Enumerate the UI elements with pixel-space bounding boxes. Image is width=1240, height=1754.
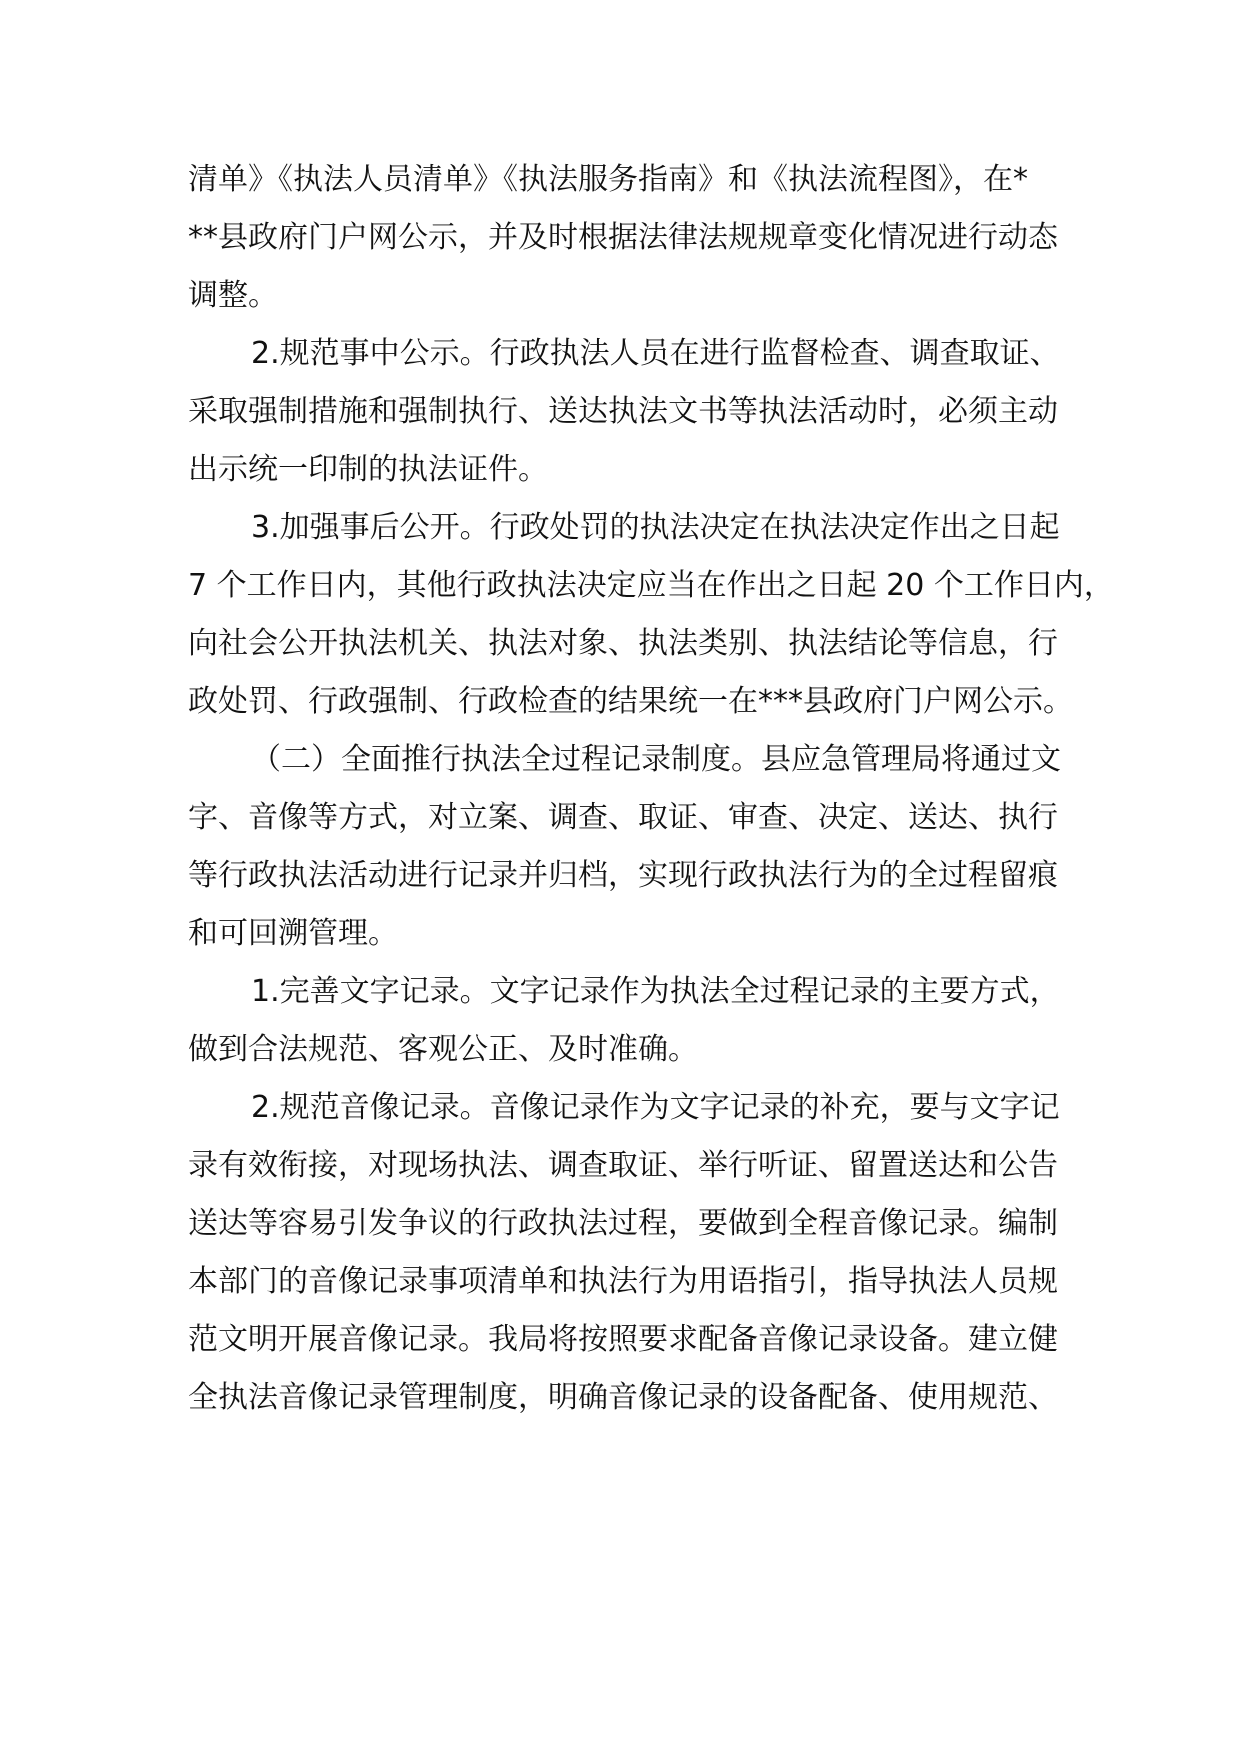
text-line: 送达等容易引发争议的行政执法过程，要做到全程音像记录。编制 (188, 1206, 1058, 1241)
text-line: 清单》《执法人员清单》《执法服务指南》和《执法流程图》，在* (188, 162, 1028, 197)
text-line: 政处罚、行政强制、行政检查的结果统一在***县政府门户网公示。 (188, 684, 1073, 719)
text-line: 7 个工作日内，其他行政执法决定应当在作出之日起 20 个工作日内， (188, 568, 1114, 603)
text-line: 调整。 (188, 278, 278, 313)
text-line: 向社会公开执法机关、执法对象、执法类别、执法结论等信息，行 (188, 626, 1058, 661)
paragraph-start-line: 1.完善文字记录。文字记录作为执法全过程记录的主要方式， (251, 974, 1060, 1009)
text-line: 出示统一印制的执法证件。 (188, 452, 548, 487)
text-line: 本部门的音像记录事项清单和执法行为用语指引，指导执法人员规 (188, 1264, 1058, 1299)
text-line: 等行政执法活动进行记录并归档，实现行政执法行为的全过程留痕 (188, 858, 1058, 893)
paragraph-start-line: 3.加强事后公开。行政处罚的执法决定在执法决定作出之日起 (251, 510, 1060, 545)
text-line: 字、音像等方式，对立案、调查、取证、审查、决定、送达、执行 (188, 800, 1058, 835)
paragraph-start-line: 2.规范事中公示。行政执法人员在进行监督检查、调查取证、 (251, 336, 1060, 371)
paragraph-start-line: 2.规范音像记录。音像记录作为文字记录的补充，要与文字记 (251, 1090, 1060, 1125)
text-line: 全执法音像记录管理制度，明确音像记录的设备配备、使用规范、 (188, 1380, 1058, 1415)
text-line: 做到合法规范、客观公正、及时准确。 (188, 1032, 698, 1067)
text-line: 和可回溯管理。 (188, 916, 398, 951)
text-line: 录有效衔接，对现场执法、调查取证、举行听证、留置送达和公告 (188, 1148, 1058, 1183)
section-heading-line: （二）全面推行执法全过程记录制度。县应急管理局将通过文 (251, 742, 1061, 777)
text-line: **县政府门户网公示，并及时根据法律法规规章变化情况进行动态 (188, 220, 1058, 255)
text-line: 采取强制措施和强制执行、送达执法文书等执法活动时，必须主动 (188, 394, 1058, 429)
text-line: 范文明开展音像记录。我局将按照要求配备音像记录设备。建立健 (188, 1322, 1058, 1357)
